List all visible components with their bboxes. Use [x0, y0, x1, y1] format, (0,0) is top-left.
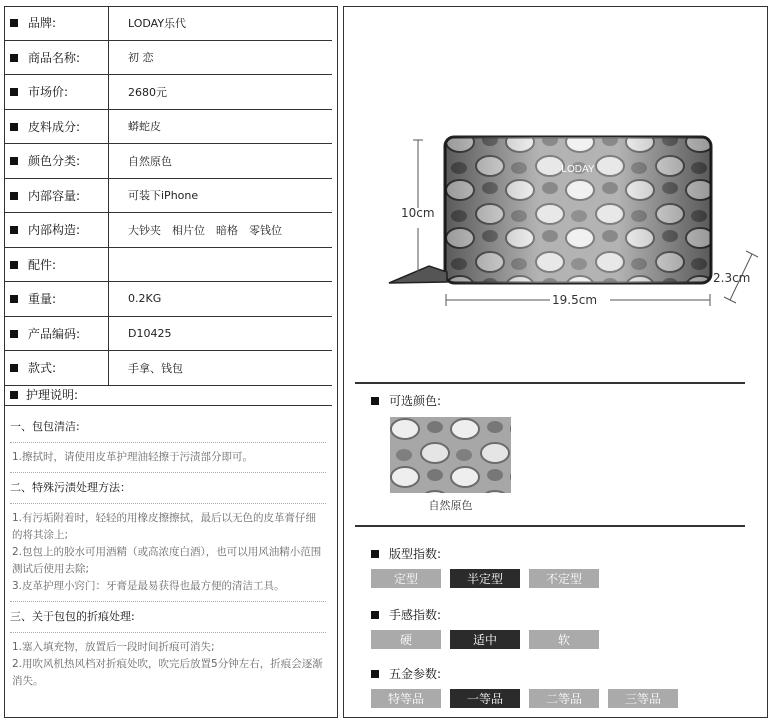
spec-row: [4, 41, 332, 76]
spec-row: [4, 75, 332, 110]
spec-label: 款式:: [28, 361, 57, 376]
spec-value: D10425: [128, 326, 172, 340]
spec-value: 2680元: [128, 85, 167, 99]
bullet-square-icon: [371, 550, 379, 558]
index-option[interactable]: 二等品: [529, 689, 599, 708]
column-separator: [108, 317, 109, 351]
dotted-divider: [10, 632, 326, 633]
care-text: 1.塞入填充物，放置后一段时间折痕可消失;: [12, 641, 215, 653]
index-option[interactable]: 一等品: [450, 689, 520, 708]
dotted-divider: [10, 503, 326, 504]
bullet-square-icon: [371, 611, 379, 619]
index-option[interactable]: 不定型: [529, 569, 599, 588]
bullet-square-icon: [10, 226, 18, 234]
spec-label: 皮料成分:: [28, 119, 81, 134]
colors-header: [371, 392, 441, 409]
care-text: 1.擦拭时，请使用皮革护理油轻擦于污渍部分即可。: [12, 451, 254, 463]
spec-label: 市场价:: [28, 85, 69, 100]
index-header: [371, 665, 441, 682]
column-separator: [108, 351, 109, 385]
index-header: [371, 545, 441, 562]
bullet-square-icon: [10, 123, 18, 131]
care-text: 3.皮革护理小窍门：牙膏是最易获得也最方便的清洁工具。: [12, 580, 285, 592]
dotted-divider: [10, 472, 326, 473]
spec-label: 内部容量:: [28, 188, 81, 203]
colors-title: 可选颜色:: [389, 394, 442, 408]
index-title: 版型指数:: [389, 547, 442, 561]
column-separator: [108, 75, 109, 109]
column-separator: [108, 41, 109, 75]
care-text: 2.包包上的胶水可用酒精（或高浓度白酒），也可以用风油精小范围测试后使用去除;: [12, 546, 322, 575]
index-option[interactable]: 半定型: [450, 569, 520, 588]
color-swatch[interactable]: [390, 417, 511, 493]
brand-label: LODAY: [561, 164, 595, 175]
bullet-square-icon: [10, 192, 18, 200]
dotted-divider: [10, 601, 326, 602]
index-title: 五金参数:: [389, 667, 442, 681]
index-header: [371, 606, 441, 623]
color-option-label: 自然原色: [428, 499, 473, 512]
spec-row: [4, 248, 332, 283]
dimension-lines: [400, 130, 770, 315]
bullet-square-icon: [10, 88, 18, 96]
bullet-square-icon: [371, 397, 379, 405]
bullet-square-icon: [10, 54, 18, 62]
index-option[interactable]: 三等品: [608, 689, 678, 708]
care-section-title: 三、关于包包的折痕处理:: [10, 610, 135, 623]
care-header: [4, 384, 332, 406]
index-option[interactable]: 软: [529, 630, 599, 649]
spec-label: 颜色分类:: [28, 154, 81, 169]
spec-table: [4, 6, 332, 386]
bullet-square-icon: [10, 261, 18, 269]
column-separator: [108, 213, 109, 247]
column-separator: [108, 248, 109, 282]
bullet-square-icon: [10, 157, 18, 165]
care-text: 1.有污垢附着时，轻轻的用橡皮擦擦拭，最后以无色的皮革膏仔细的将其涂上;: [12, 512, 317, 541]
bullet-square-icon: [10, 364, 18, 372]
care-body: [4, 406, 332, 690]
spec-value: LODAY乐代: [128, 16, 187, 30]
spec-label: 商品名称:: [28, 50, 81, 65]
spec-row: [4, 6, 332, 41]
bullet-square-icon: [10, 330, 18, 338]
spec-value: 蟒蛇皮: [128, 120, 161, 134]
column-separator: [108, 282, 109, 316]
snakeskin-swatch-icon: [390, 417, 511, 493]
spec-value: 可装下iPhone: [128, 189, 199, 203]
spec-label: 重量:: [28, 292, 57, 307]
spec-label: 内部构造:: [28, 223, 81, 238]
column-separator: [108, 144, 109, 178]
dotted-divider: [10, 442, 326, 443]
spec-label: 产品编码:: [28, 326, 81, 341]
spec-row: [4, 179, 332, 214]
spec-value: 大钞夹 相片位 暗格 零钱位: [128, 223, 282, 237]
spec-label: 品牌:: [28, 16, 57, 31]
bullet-square-icon: [371, 670, 379, 678]
spec-value: 初 恋: [128, 51, 154, 65]
spec-row: [4, 110, 332, 145]
spec-row: [4, 317, 332, 352]
index-option[interactable]: 定型: [371, 569, 441, 588]
care-section-title: 一、包包清洁:: [10, 420, 80, 433]
care-section: [4, 384, 332, 690]
index-title: 手感指数:: [389, 608, 442, 622]
spec-value: 手拿、钱包: [128, 361, 183, 375]
column-separator: [108, 179, 109, 213]
care-section-title: 二、特殊污渍处理方法：: [10, 481, 131, 494]
index-option[interactable]: 硬: [371, 630, 441, 649]
index-option[interactable]: 特等品: [371, 689, 441, 708]
spec-row: [4, 351, 332, 386]
spec-value: 0.2KG: [128, 292, 162, 306]
height-label: 10cm: [401, 206, 435, 220]
column-separator: [108, 110, 109, 144]
care-text: 2.用吹风机热风档对折痕处吹，吹完后放置5分钟左右，折痕会逐渐消失。: [12, 658, 323, 687]
depth-label: 2.3cm: [713, 271, 751, 285]
spec-value: 自然原色: [128, 154, 172, 168]
width-label: 19.5cm: [552, 293, 598, 307]
bullet-square-icon: [10, 19, 18, 27]
index-option[interactable]: 适中: [450, 630, 520, 649]
spec-row: [4, 282, 332, 317]
divider-line: [355, 525, 745, 527]
care-title: 护理说明:: [26, 388, 79, 402]
spec-label: 配件:: [28, 257, 57, 272]
bullet-square-icon: [10, 295, 18, 303]
divider-line: [355, 382, 745, 384]
spec-row: [4, 213, 332, 248]
spec-row: [4, 144, 332, 179]
bullet-square-icon: [10, 391, 18, 399]
column-separator: [108, 6, 109, 40]
